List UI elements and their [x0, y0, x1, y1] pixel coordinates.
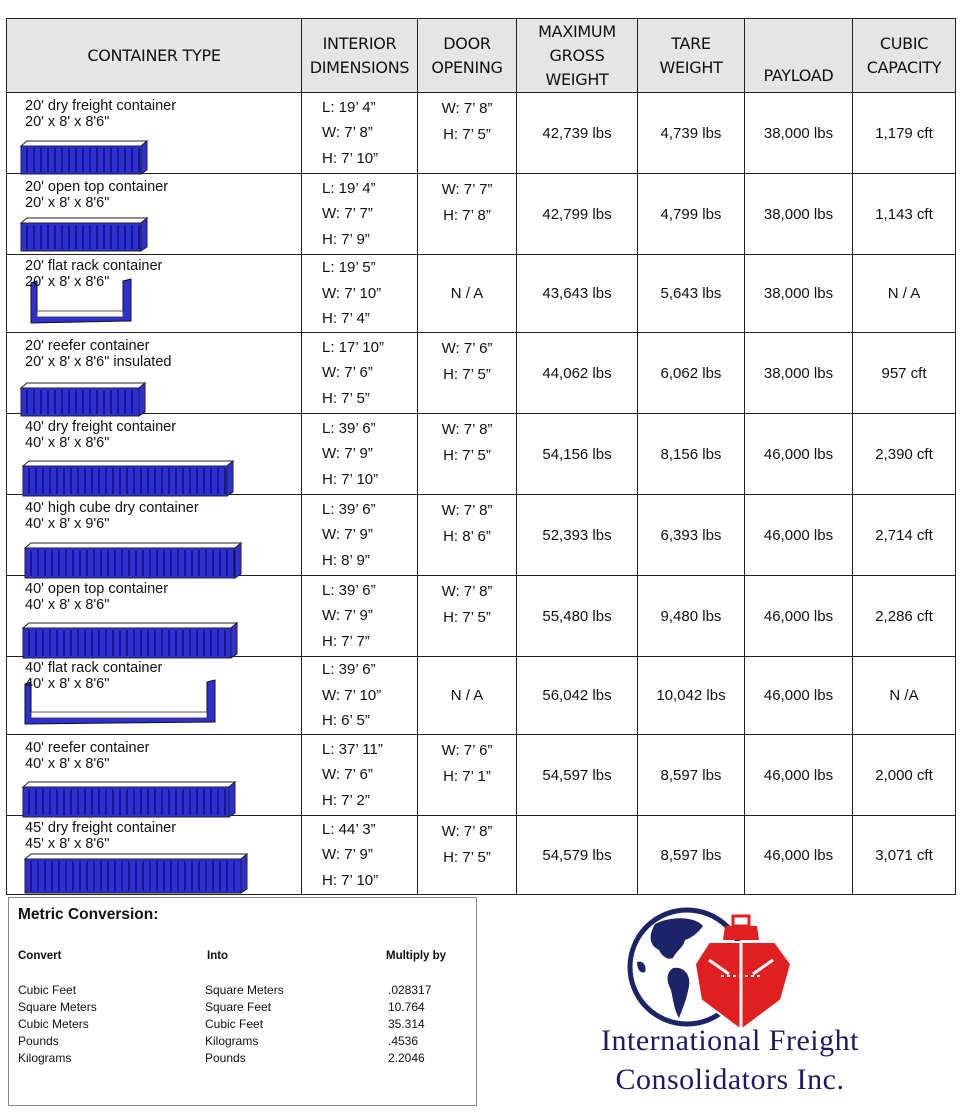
max-gross-weight-cell: 44,062 lbs	[517, 333, 638, 414]
container-size: 40' x 8' x 8'6"	[25, 596, 110, 613]
max-gross-weight-cell: 43,643 lbs	[517, 255, 638, 333]
container-type-cell	[7, 255, 302, 333]
container-size: 40' x 8' x 8'6"	[25, 434, 110, 451]
tare-weight-cell: 4,799 lbs	[638, 174, 745, 255]
tare-weight-cell: 4,739 lbs	[638, 93, 745, 174]
table-row	[7, 576, 956, 657]
max-gross-weight-cell: 54,597 lbs	[517, 735, 638, 816]
metric-to: Square Meters	[205, 983, 284, 997]
payload-cell: 46,000 lbs	[745, 657, 853, 735]
door-height: H: 7’ 5”	[443, 446, 491, 464]
interior-width: W: 7’ 10”	[322, 686, 382, 704]
interior-length: L: 17’ 10”	[322, 338, 384, 356]
container-spec-table	[6, 18, 956, 895]
door-opening-cell	[418, 333, 517, 414]
payload-cell: 46,000 lbs	[745, 414, 853, 495]
container-type-cell	[7, 576, 302, 657]
cubic-capacity-cell: 2,000 cft	[853, 735, 956, 816]
interior-width: W: 7’ 9”	[322, 607, 373, 625]
container-type-cell	[7, 495, 302, 576]
interior-dimensions-cell	[302, 255, 418, 333]
cubic-capacity-cell: N /A	[853, 657, 956, 735]
metric-factor: 10.764	[388, 1000, 425, 1014]
interior-height: H: 7’ 7”	[322, 632, 370, 650]
door-height: H: 8’ 6”	[443, 527, 491, 545]
interior-length: L: 44’ 3”	[322, 820, 376, 838]
container-name: 40' open top container	[25, 580, 169, 597]
header-tare-weight: TARE WEIGHT	[638, 19, 745, 93]
door-height: H: 7’ 5”	[443, 608, 491, 626]
container-name: 20' flat rack container	[25, 258, 163, 274]
max-gross-weight-cell: 56,042 lbs	[517, 657, 638, 735]
interior-dimensions-cell	[302, 657, 418, 735]
interior-height: H: 7’ 2”	[322, 791, 370, 809]
tare-weight-cell: 8,597 lbs	[638, 816, 745, 895]
table-row	[7, 414, 956, 495]
tare-weight-cell: 8,597 lbs	[638, 735, 745, 816]
interior-height: H: 7’ 4”	[322, 310, 370, 328]
metric-from: Kilograms	[18, 1051, 72, 1065]
door-opening-cell	[418, 735, 517, 816]
table-row	[7, 93, 956, 174]
door-height: H: 7’ 5”	[443, 125, 491, 143]
header-interior-dimensions: INTERIOR DIMENSIONS	[302, 19, 418, 93]
interior-height: H: 7’ 9”	[322, 230, 370, 248]
header-cubic-capacity: CUBIC CAPACITY	[853, 19, 956, 93]
table-row	[7, 495, 956, 576]
payload-cell: 38,000 lbs	[745, 255, 853, 333]
door-width: W: 7’ 8”	[441, 421, 493, 438]
door-width: W: 7’ 6”	[441, 742, 493, 759]
interior-width: W: 7’ 9”	[322, 526, 373, 544]
header-payload: PAYLOAD	[745, 19, 853, 93]
interior-width: W: 7’ 7”	[322, 205, 373, 223]
interior-length: L: 39’ 6”	[322, 581, 376, 599]
door-width: W: 7’ 8”	[441, 583, 493, 600]
table-row	[7, 333, 956, 414]
door-opening-cell	[418, 576, 517, 657]
container-type-cell	[7, 816, 302, 895]
header-container-type: CONTAINER TYPE	[7, 19, 302, 93]
payload-cell: 38,000 lbs	[745, 93, 853, 174]
container-type-cell	[7, 174, 302, 255]
payload-cell: 38,000 lbs	[745, 333, 853, 414]
interior-length: L: 19’ 4”	[322, 98, 376, 116]
interior-length: L: 39’ 6”	[322, 661, 376, 679]
interior-length: L: 19’ 5”	[322, 259, 376, 277]
table-row	[7, 735, 956, 816]
interior-height: H: 7’ 10”	[322, 149, 379, 167]
container-name: 45' dry freight container	[25, 819, 177, 836]
container-name: 20' dry freight container	[25, 97, 177, 114]
cubic-capacity-cell: N / A	[853, 255, 956, 333]
metric-col-into: Into	[207, 950, 229, 962]
metric-to: Cubic Feet	[205, 1017, 264, 1031]
interior-dimensions-cell	[302, 495, 418, 576]
container-type-cell	[7, 735, 302, 816]
interior-dimensions-cell	[302, 576, 418, 657]
door-opening-cell	[418, 657, 517, 735]
header-max-gross-weight: MAXIMUM GROSS WEIGHT	[517, 19, 638, 93]
door-opening-cell	[418, 414, 517, 495]
table-row	[7, 816, 956, 895]
tare-weight-cell: 8,156 lbs	[638, 414, 745, 495]
door-opening-cell	[418, 93, 517, 174]
container-size: 40' x 8' x 8'6"	[25, 676, 110, 692]
tare-weight-cell: 6,062 lbs	[638, 333, 745, 414]
header-door-opening: DOOR OPENING	[418, 19, 517, 93]
tare-weight-cell: 9,480 lbs	[638, 576, 745, 657]
interior-width: W: 7’ 6”	[322, 766, 373, 784]
metric-factor: .4536	[388, 1034, 419, 1048]
interior-length: L: 39’ 6”	[322, 419, 376, 437]
payload-cell: 46,000 lbs	[745, 495, 853, 576]
door-height: H: 7’ 5”	[443, 848, 491, 866]
metric-factor: 2.2046	[388, 1051, 425, 1065]
interior-width: W: 7’ 9”	[322, 445, 373, 463]
container-size: 40' x 8' x 9'6"	[25, 515, 110, 532]
door-height: H: 7’ 1”	[443, 767, 491, 785]
cubic-capacity-cell: 1,179 cft	[853, 93, 956, 174]
metric-from: Cubic Feet	[18, 983, 77, 997]
metric-col-multiply: Multiply by	[386, 950, 447, 962]
table-row	[7, 174, 956, 255]
tare-weight-cell: 10,042 lbs	[638, 657, 745, 735]
container-name: 20' open top container	[25, 178, 169, 195]
max-gross-weight-cell: 54,156 lbs	[517, 414, 638, 495]
interior-width: W: 7’ 8”	[322, 124, 373, 142]
container-size: 45' x 8' x 8'6"	[25, 835, 110, 852]
door-width: W: 7’ 8”	[441, 823, 493, 840]
cubic-capacity-cell: 2,714 cft	[853, 495, 956, 576]
interior-length: L: 39’ 6”	[322, 500, 376, 518]
door-height: H: 7’ 8”	[443, 206, 491, 224]
interior-height: H: 7’ 10”	[322, 871, 379, 889]
metric-to: Pounds	[205, 1051, 246, 1065]
metric-from: Cubic Meters	[18, 1017, 89, 1031]
container-size: 20' x 8' x 8'6" insulated	[25, 353, 172, 370]
cubic-capacity-cell: 957 cft	[853, 333, 956, 414]
container-name: 20' reefer container	[25, 337, 150, 354]
door-width: W: 7’ 8”	[441, 502, 493, 519]
door-na: N / A	[450, 284, 484, 302]
container-type-cell	[7, 333, 302, 414]
door-opening-cell	[418, 495, 517, 576]
metric-to: Kilograms	[205, 1034, 259, 1048]
container-size: 20' x 8' x 8'6"	[25, 274, 110, 290]
payload-cell: 46,000 lbs	[745, 816, 853, 895]
door-opening-cell	[418, 816, 517, 895]
metric-from: Pounds	[18, 1034, 59, 1048]
container-name: 40' reefer container	[25, 739, 150, 756]
max-gross-weight-cell: 55,480 lbs	[517, 576, 638, 657]
interior-dimensions-cell	[302, 93, 418, 174]
container-type-cell	[7, 657, 302, 735]
door-opening-cell	[418, 255, 517, 333]
interior-length: L: 37’ 11”	[322, 740, 383, 758]
interior-height: H: 6’ 5”	[322, 712, 370, 730]
company-logo	[625, 902, 805, 1032]
container-name: 40' high cube dry container	[25, 499, 199, 516]
max-gross-weight-cell: 42,739 lbs	[517, 93, 638, 174]
container-size: 20' x 8' x 8'6"	[25, 113, 110, 130]
container-size: 40' x 8' x 8'6"	[25, 755, 110, 772]
max-gross-weight-cell: 52,393 lbs	[517, 495, 638, 576]
interior-dimensions-cell	[302, 333, 418, 414]
interior-width: W: 7’ 9”	[322, 846, 373, 864]
door-height: H: 7’ 5”	[443, 365, 491, 383]
container-size: 20' x 8' x 8'6"	[25, 194, 110, 211]
door-width: W: 7’ 7”	[441, 181, 493, 198]
container-type-cell	[7, 414, 302, 495]
metric-factor: .028317	[388, 983, 432, 997]
metric-from: Square Meters	[18, 1000, 97, 1014]
max-gross-weight-cell: 54,579 lbs	[517, 816, 638, 895]
door-width: W: 7’ 6”	[441, 340, 493, 357]
container-name: 40' flat rack container	[25, 660, 163, 676]
interior-height: H: 8’ 9”	[322, 551, 370, 569]
container-type-cell	[7, 93, 302, 174]
payload-cell: 46,000 lbs	[745, 576, 853, 657]
door-opening-cell	[418, 174, 517, 255]
cubic-capacity-cell: 3,071 cft	[853, 816, 956, 895]
metric-to: Square Feet	[205, 1000, 272, 1014]
interior-dimensions-cell	[302, 816, 418, 895]
interior-height: H: 7’ 10”	[322, 470, 379, 488]
company-name-line2: Consolidators Inc.	[615, 1063, 845, 1096]
cubic-capacity-cell: 1,143 cft	[853, 174, 956, 255]
tare-weight-cell: 5,643 lbs	[638, 255, 745, 333]
interior-width: W: 7’ 6”	[322, 364, 373, 382]
cubic-capacity-cell: 2,390 cft	[853, 414, 956, 495]
interior-dimensions-cell	[302, 174, 418, 255]
payload-cell: 38,000 lbs	[745, 174, 853, 255]
cubic-capacity-cell: 2,286 cft	[853, 576, 956, 657]
company-name-line1: International Freight	[601, 1024, 859, 1057]
header-row	[7, 19, 956, 93]
metric-conversion-box	[8, 897, 477, 1106]
container-name: 40' dry freight container	[25, 418, 177, 435]
tare-weight-cell: 6,393 lbs	[638, 495, 745, 576]
interior-length: L: 19’ 4”	[322, 179, 376, 197]
interior-dimensions-cell	[302, 414, 418, 495]
interior-dimensions-cell	[302, 735, 418, 816]
interior-width: W: 7’ 10”	[322, 284, 382, 302]
metric-title: Metric Conversion:	[18, 906, 159, 923]
metric-factor: 35.314	[388, 1017, 425, 1031]
door-width: W: 7’ 8”	[441, 100, 493, 117]
table-row	[7, 657, 956, 735]
door-na: N / A	[450, 686, 484, 704]
payload-cell: 46,000 lbs	[745, 735, 853, 816]
table-row	[7, 255, 956, 333]
interior-height: H: 7’ 5”	[322, 389, 370, 407]
max-gross-weight-cell: 42,799 lbs	[517, 174, 638, 255]
metric-col-convert: Convert	[18, 950, 62, 962]
